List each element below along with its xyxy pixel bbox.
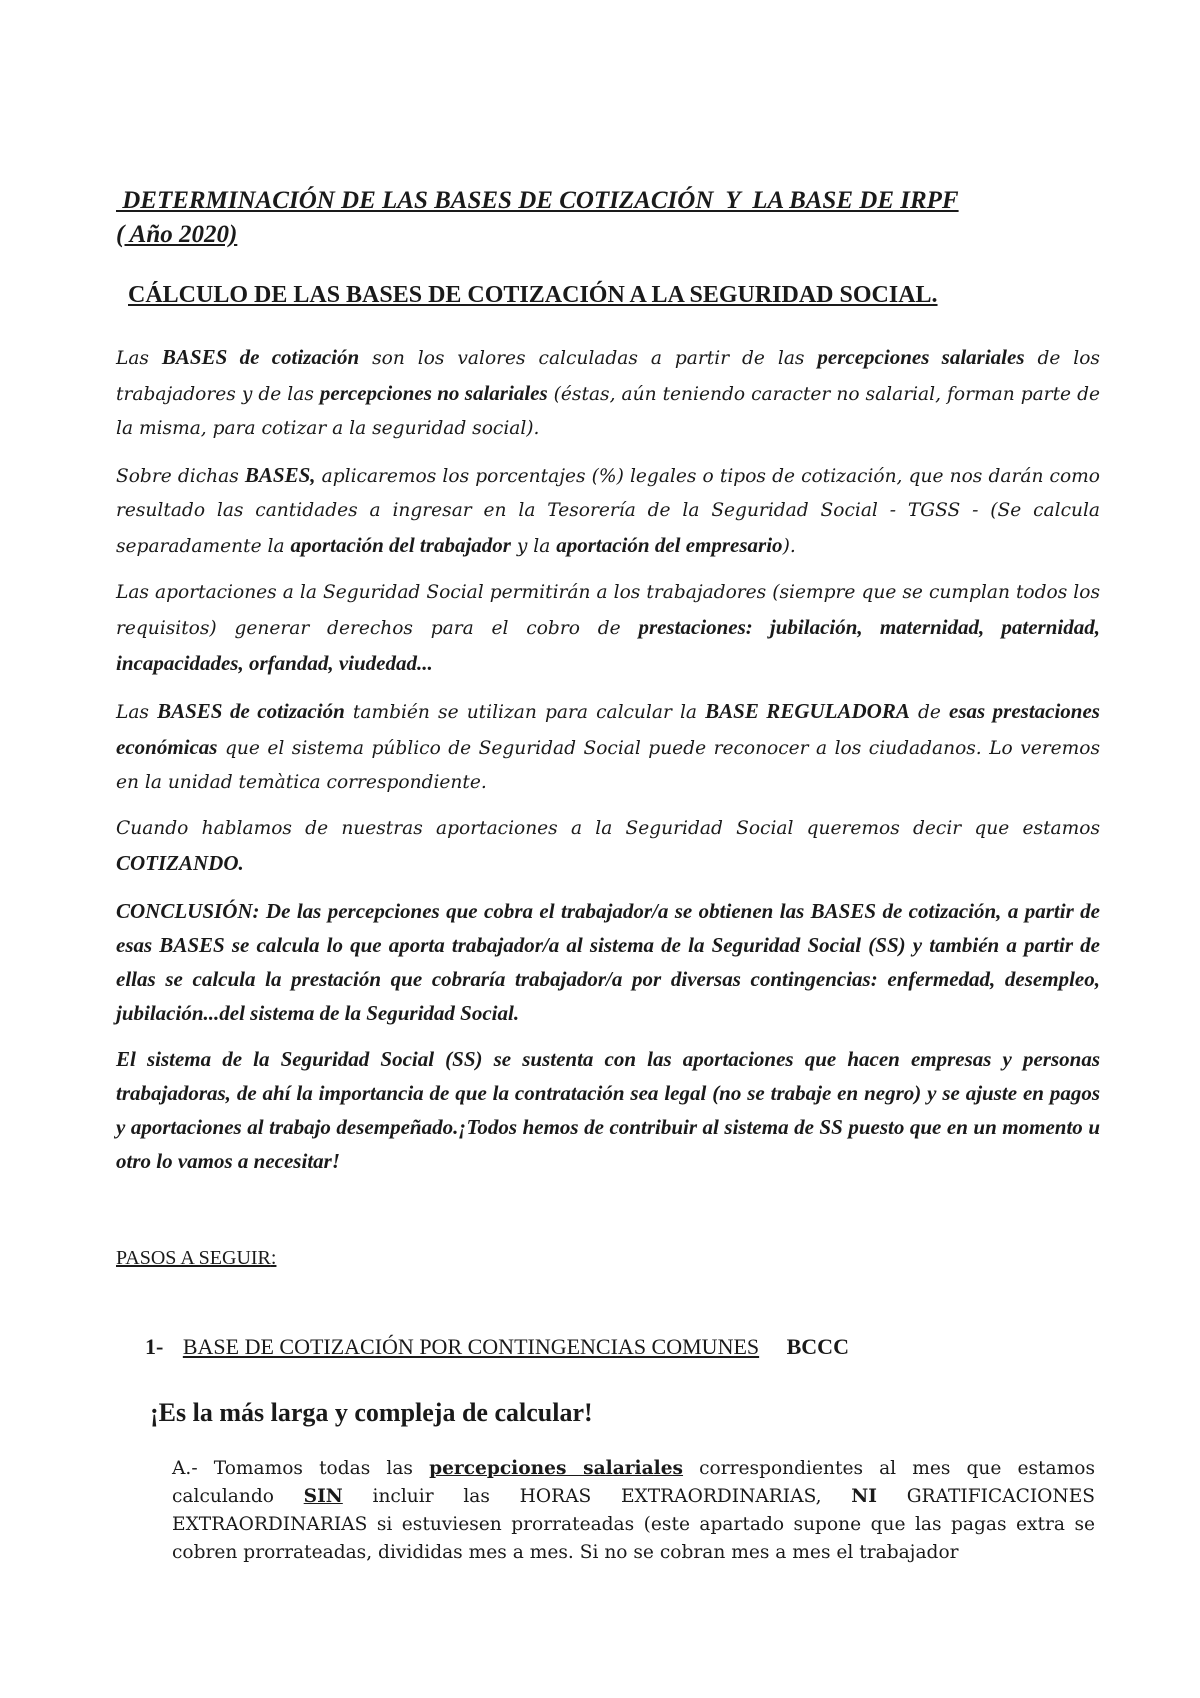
paragraph-conclusion: CONCLUSIÓN: De las percepciones que cobra el trabajador/a se obtienen las BASES de cotización, a partir de esas BASES se calcula lo que aporta trabajador/a al sistema de la Seguridad Social (SS) y también a partir de ellas se calcula la prestación que cobraría trabajador/a por diversas contingencias: enfermedad, desempleo, jubilación...del sistema de la Seguridad Social. xyxy=(116,899,1100,1025)
list-item-a-text: A.- Tomamos todas las percepciones salariales correspondientes al mes que estamos calculando SIN incluir las HORAS EXTRAORDINARIAS, NI GRATIFICACIONES EXTRAORDINARIAS si estuviesen prorrateadas (este apartado supone que las pagas extra se cobren prorrateadas, divididas mes a mes. Si no se cobran mes a mes el trabajador xyxy=(172,1458,1096,1563)
paragraph-porcentajes: Sobre dichas BASES, aplicaremos los porcentajes (%) legales o tipos de cotización, que nos darán como resultado las cantidades a ingresar en la Tesorería de la Seguridad Social - TGSS - (Se calcula separadamente la aportación del trabajador y la aportación del empresario). xyxy=(116,463,1100,557)
paragraph-cotizando: Cuando hablamos de nuestras aportaciones a la Seguridad Social queremos decir que estamos COTIZANDO. xyxy=(116,818,1100,875)
paragraph-base-reguladora: Las BASES de cotización también se utilizan para calcular la BASE REGULADORA de esas prestaciones económicas que el sistema público de Seguridad Social puede reconocer a los ciudadanos. Lo veremos en la unidad temàtica correspondiente. xyxy=(116,699,1100,793)
list-marker: A.- xyxy=(172,1458,198,1479)
title-line-1: DETERMINACIÓN DE LAS BASES DE COTIZACIÓN Y LA BASE DE IRPF xyxy=(116,187,959,214)
step-1-heading xyxy=(145,1332,1085,1362)
step-abbreviation: BCCC xyxy=(786,1334,849,1359)
list-item-a xyxy=(172,1455,1095,1567)
step-number: 1- xyxy=(145,1334,164,1359)
highlight-note: ¡Es la más larga y compleja de calcular! xyxy=(150,1398,593,1427)
paragraph-bases: Las BASES de cotización son los valores calculadas a partir de las percepciones salariales de los trabajadores y de las percepciones no salariales (éstas, aún teniendo caracter no salarial, forman parte de la misma, para cotizar a la seguridad social). xyxy=(116,345,1100,439)
title-line-2: ( Año 2020) xyxy=(116,221,238,248)
steps-heading: PASOS A SEGUIR: xyxy=(116,1247,277,1269)
step-label: BASE DE COTIZACIÓN POR CONTINGENCIAS COMUNES xyxy=(182,1334,760,1359)
paragraph-sistema-ss: El sistema de la Seguridad Social (SS) se sustenta con las aportaciones que hacen empresas y personas trabajadoras, de ahí la importancia de que la contratación sea legal (no se trabaje en negro) y se ajuste en pagos y aportaciones al trabajo desempeñado.¡Todos hemos de contribuir al sistema de SS puesto que en un momento u otro lo vamos a necesitar! xyxy=(116,1047,1100,1173)
document-title xyxy=(116,184,1100,252)
body-text xyxy=(116,340,1100,1190)
paragraph-aportaciones: Las aportaciones a la Seguridad Social permitirán a los trabajadores (siempre que se cumplan todos los requisitos) generar derechos para el cobro de prestaciones: jubilación, maternidad, paternidad, incapacidades, orfandad, viudedad... xyxy=(116,582,1100,675)
section-subtitle: CÁLCULO DE LAS BASES DE COTIZACIÓN A LA SEGURIDAD SOCIAL. xyxy=(128,282,938,308)
